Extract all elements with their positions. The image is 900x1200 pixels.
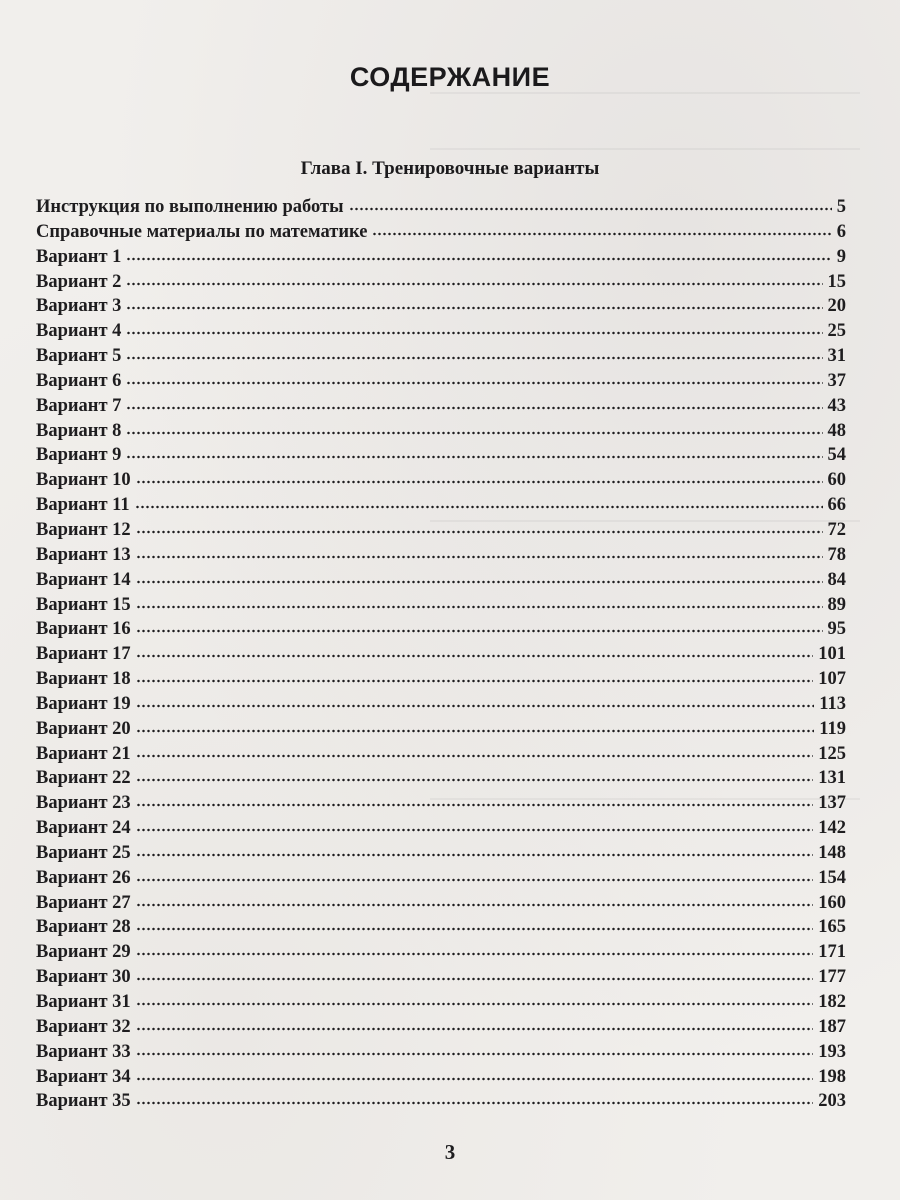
dot-leader xyxy=(136,976,814,982)
dot-leader xyxy=(136,827,814,833)
toc-entry[interactable] xyxy=(36,197,846,222)
toc-entry[interactable] xyxy=(36,445,846,470)
toc-entry-page: 25 xyxy=(827,321,846,342)
dot-leader xyxy=(136,926,814,932)
toc-entry-page: 177 xyxy=(818,967,846,988)
toc-entry[interactable] xyxy=(36,1091,846,1116)
toc-entry[interactable] xyxy=(36,272,846,297)
dot-leader xyxy=(136,479,823,485)
toc-entry-page: 148 xyxy=(818,842,846,863)
dot-leader xyxy=(136,877,814,883)
toc-entry-label: Вариант 20 xyxy=(36,718,131,739)
dot-leader xyxy=(136,753,814,759)
toc-entry-label: Вариант 25 xyxy=(36,842,131,863)
toc-entry-page: 43 xyxy=(827,395,846,416)
toc-entry-page: 125 xyxy=(818,743,846,764)
dot-leader xyxy=(126,256,831,262)
dot-leader xyxy=(126,380,822,386)
page-title: СОДЕРЖАНИЕ xyxy=(349,62,551,92)
toc-entry[interactable] xyxy=(36,321,846,346)
toc-entry-label: Вариант 2 xyxy=(36,271,122,292)
page-number: 3 xyxy=(444,1140,456,1164)
toc-entry[interactable] xyxy=(36,396,846,421)
toc-entry[interactable] xyxy=(36,470,846,495)
toc-entry-page: 9 xyxy=(836,246,846,267)
dot-leader xyxy=(136,1076,814,1082)
toc-entry-label: Вариант 12 xyxy=(36,519,131,540)
toc-entry[interactable] xyxy=(36,1067,846,1092)
toc-entry-label: Вариант 13 xyxy=(36,544,131,565)
toc-entry-page: 89 xyxy=(827,594,846,615)
toc-entry-label: Вариант 8 xyxy=(36,420,122,441)
toc-entry-page: 193 xyxy=(818,1041,846,1062)
toc-entry-label: Вариант 7 xyxy=(36,395,122,416)
toc-entry-label: Вариант 6 xyxy=(36,370,122,391)
toc-entry[interactable] xyxy=(36,222,846,247)
toc-entry[interactable] xyxy=(36,818,846,843)
dot-leader xyxy=(136,902,814,908)
toc-entry-label: Вариант 10 xyxy=(36,470,131,491)
dot-leader xyxy=(135,504,823,510)
toc-entry-page: 119 xyxy=(819,718,846,739)
toc-entry-label: Вариант 9 xyxy=(36,445,122,466)
toc-entry[interactable] xyxy=(36,619,846,644)
toc-entry-label: Вариант 31 xyxy=(36,992,131,1012)
toc-entry-label: Вариант 33 xyxy=(36,1041,131,1062)
dot-leader xyxy=(136,604,823,610)
toc-entry[interactable] xyxy=(36,917,846,942)
toc-entry-label: Вариант 17 xyxy=(36,644,131,665)
toc-entry-page: 113 xyxy=(819,693,846,714)
toc-entry[interactable] xyxy=(36,893,846,918)
toc-entry-page: 131 xyxy=(818,768,846,789)
dot-leader xyxy=(136,628,823,634)
dot-leader xyxy=(136,1051,814,1057)
toc-entry-page: 198 xyxy=(818,1066,846,1087)
toc-entry-page: 84 xyxy=(827,569,846,590)
dot-leader xyxy=(136,777,814,783)
toc-entry-page: 165 xyxy=(818,917,846,938)
dot-leader xyxy=(126,405,822,411)
toc-entry-page: 203 xyxy=(818,1091,846,1112)
toc-entry-label: Вариант 19 xyxy=(36,693,131,714)
dot-leader xyxy=(126,305,822,311)
dot-leader xyxy=(126,355,822,361)
toc-entry-label: Вариант 34 xyxy=(36,1066,131,1087)
toc-entry[interactable] xyxy=(36,694,846,719)
dot-leader xyxy=(136,1100,814,1106)
toc-entry-page: 154 xyxy=(818,867,846,888)
toc-entry-page: 160 xyxy=(818,892,846,913)
toc-entry-page: 6 xyxy=(836,221,846,242)
toc-entry-label: Вариант 30 xyxy=(36,967,131,988)
toc-entry-label: Инструкция по выполнению работы xyxy=(36,197,344,217)
toc-entry-page: 171 xyxy=(818,942,846,963)
dot-leader xyxy=(126,454,822,460)
dot-leader xyxy=(136,554,823,560)
toc-entry-label: Вариант 32 xyxy=(36,1016,131,1037)
toc-entry-page: 107 xyxy=(818,669,846,690)
dot-leader xyxy=(136,728,815,734)
toc-entry-label: Вариант 21 xyxy=(36,743,131,764)
dot-leader xyxy=(136,951,814,957)
toc-entry[interactable] xyxy=(36,1017,846,1042)
toc-entry[interactable] xyxy=(36,719,846,744)
toc-entry[interactable] xyxy=(36,669,846,694)
bleed-through-line xyxy=(430,148,860,150)
toc-entry-page: 5 xyxy=(836,197,846,217)
toc-entry-label: Вариант 26 xyxy=(36,867,131,888)
toc-entry[interactable] xyxy=(36,967,846,992)
toc-entry[interactable] xyxy=(36,495,846,520)
toc-entry-page: 15 xyxy=(827,271,846,292)
toc-entry-page: 20 xyxy=(827,296,846,317)
dot-leader xyxy=(136,678,814,684)
toc-entry-label: Вариант 18 xyxy=(36,669,131,690)
toc-entry[interactable] xyxy=(36,595,846,620)
toc-entry-label: Вариант 3 xyxy=(36,296,122,317)
toc-entry-page: 60 xyxy=(827,470,846,491)
toc-entry-label: Вариант 14 xyxy=(36,569,131,590)
toc-entry-page: 54 xyxy=(827,445,846,466)
toc-entry[interactable] xyxy=(36,296,846,321)
dot-leader xyxy=(136,852,814,858)
toc-entry-page: 72 xyxy=(827,519,846,540)
toc-entry-page: 187 xyxy=(818,1016,846,1037)
toc-entry[interactable] xyxy=(36,247,846,272)
dot-leader xyxy=(126,330,822,336)
dot-leader xyxy=(126,430,822,436)
toc-entry[interactable] xyxy=(36,1042,846,1067)
dot-leader xyxy=(136,1026,814,1032)
toc-entry-page: 182 xyxy=(818,992,846,1012)
toc-entry[interactable] xyxy=(36,520,846,545)
dot-leader xyxy=(136,1001,814,1007)
toc-entry[interactable] xyxy=(36,843,846,868)
toc-entry-label: Вариант 22 xyxy=(36,768,131,789)
toc-entry-label: Вариант 4 xyxy=(36,321,122,342)
dot-leader xyxy=(136,579,823,585)
toc-entry[interactable] xyxy=(36,942,846,967)
toc-entry-page: 48 xyxy=(827,420,846,441)
toc-entry-page: 95 xyxy=(827,619,846,640)
toc-entry-label: Вариант 29 xyxy=(36,942,131,963)
toc-entry-label: Вариант 11 xyxy=(36,495,130,516)
toc-entry-page: 37 xyxy=(827,370,846,391)
toc-entry[interactable] xyxy=(36,868,846,893)
toc-entry-page: 142 xyxy=(818,818,846,839)
toc-entry[interactable] xyxy=(36,545,846,570)
toc-entry-label: Вариант 1 xyxy=(36,246,122,267)
toc-entry[interactable] xyxy=(36,644,846,669)
toc-entry[interactable] xyxy=(36,793,846,818)
dot-leader xyxy=(136,653,814,659)
dot-leader xyxy=(372,231,831,237)
dot-leader xyxy=(349,206,832,212)
toc-entry-page: 101 xyxy=(818,644,846,665)
dot-leader xyxy=(136,802,814,808)
chapter-heading: Глава I. Тренировочные варианты xyxy=(300,158,600,179)
toc-entry[interactable] xyxy=(36,768,846,793)
toc-entry[interactable] xyxy=(36,992,846,1017)
toc-entry-label: Вариант 35 xyxy=(36,1091,131,1112)
toc-entry-page: 137 xyxy=(818,793,846,814)
toc-entry-label: Вариант 15 xyxy=(36,594,131,615)
dot-leader xyxy=(126,281,822,287)
toc-entry[interactable] xyxy=(36,570,846,595)
toc-entry-page: 31 xyxy=(827,346,846,367)
toc-entry[interactable] xyxy=(36,421,846,446)
toc-entry-label: Вариант 16 xyxy=(36,619,131,640)
toc-entry-page: 66 xyxy=(827,495,846,516)
toc-entry-label: Вариант 28 xyxy=(36,917,131,938)
toc-entry[interactable] xyxy=(36,744,846,769)
toc-entry-label: Вариант 23 xyxy=(36,793,131,814)
table-of-contents xyxy=(36,197,846,1116)
toc-entry[interactable] xyxy=(36,371,846,396)
toc-entry[interactable] xyxy=(36,346,846,371)
toc-entry-label: Справочные материалы по математике xyxy=(36,221,368,242)
toc-entry-label: Вариант 24 xyxy=(36,818,131,839)
toc-entry-label: Вариант 27 xyxy=(36,892,131,913)
dot-leader xyxy=(136,703,815,709)
toc-entry-label: Вариант 5 xyxy=(36,346,122,367)
toc-entry-page: 78 xyxy=(827,544,846,565)
dot-leader xyxy=(136,529,823,535)
